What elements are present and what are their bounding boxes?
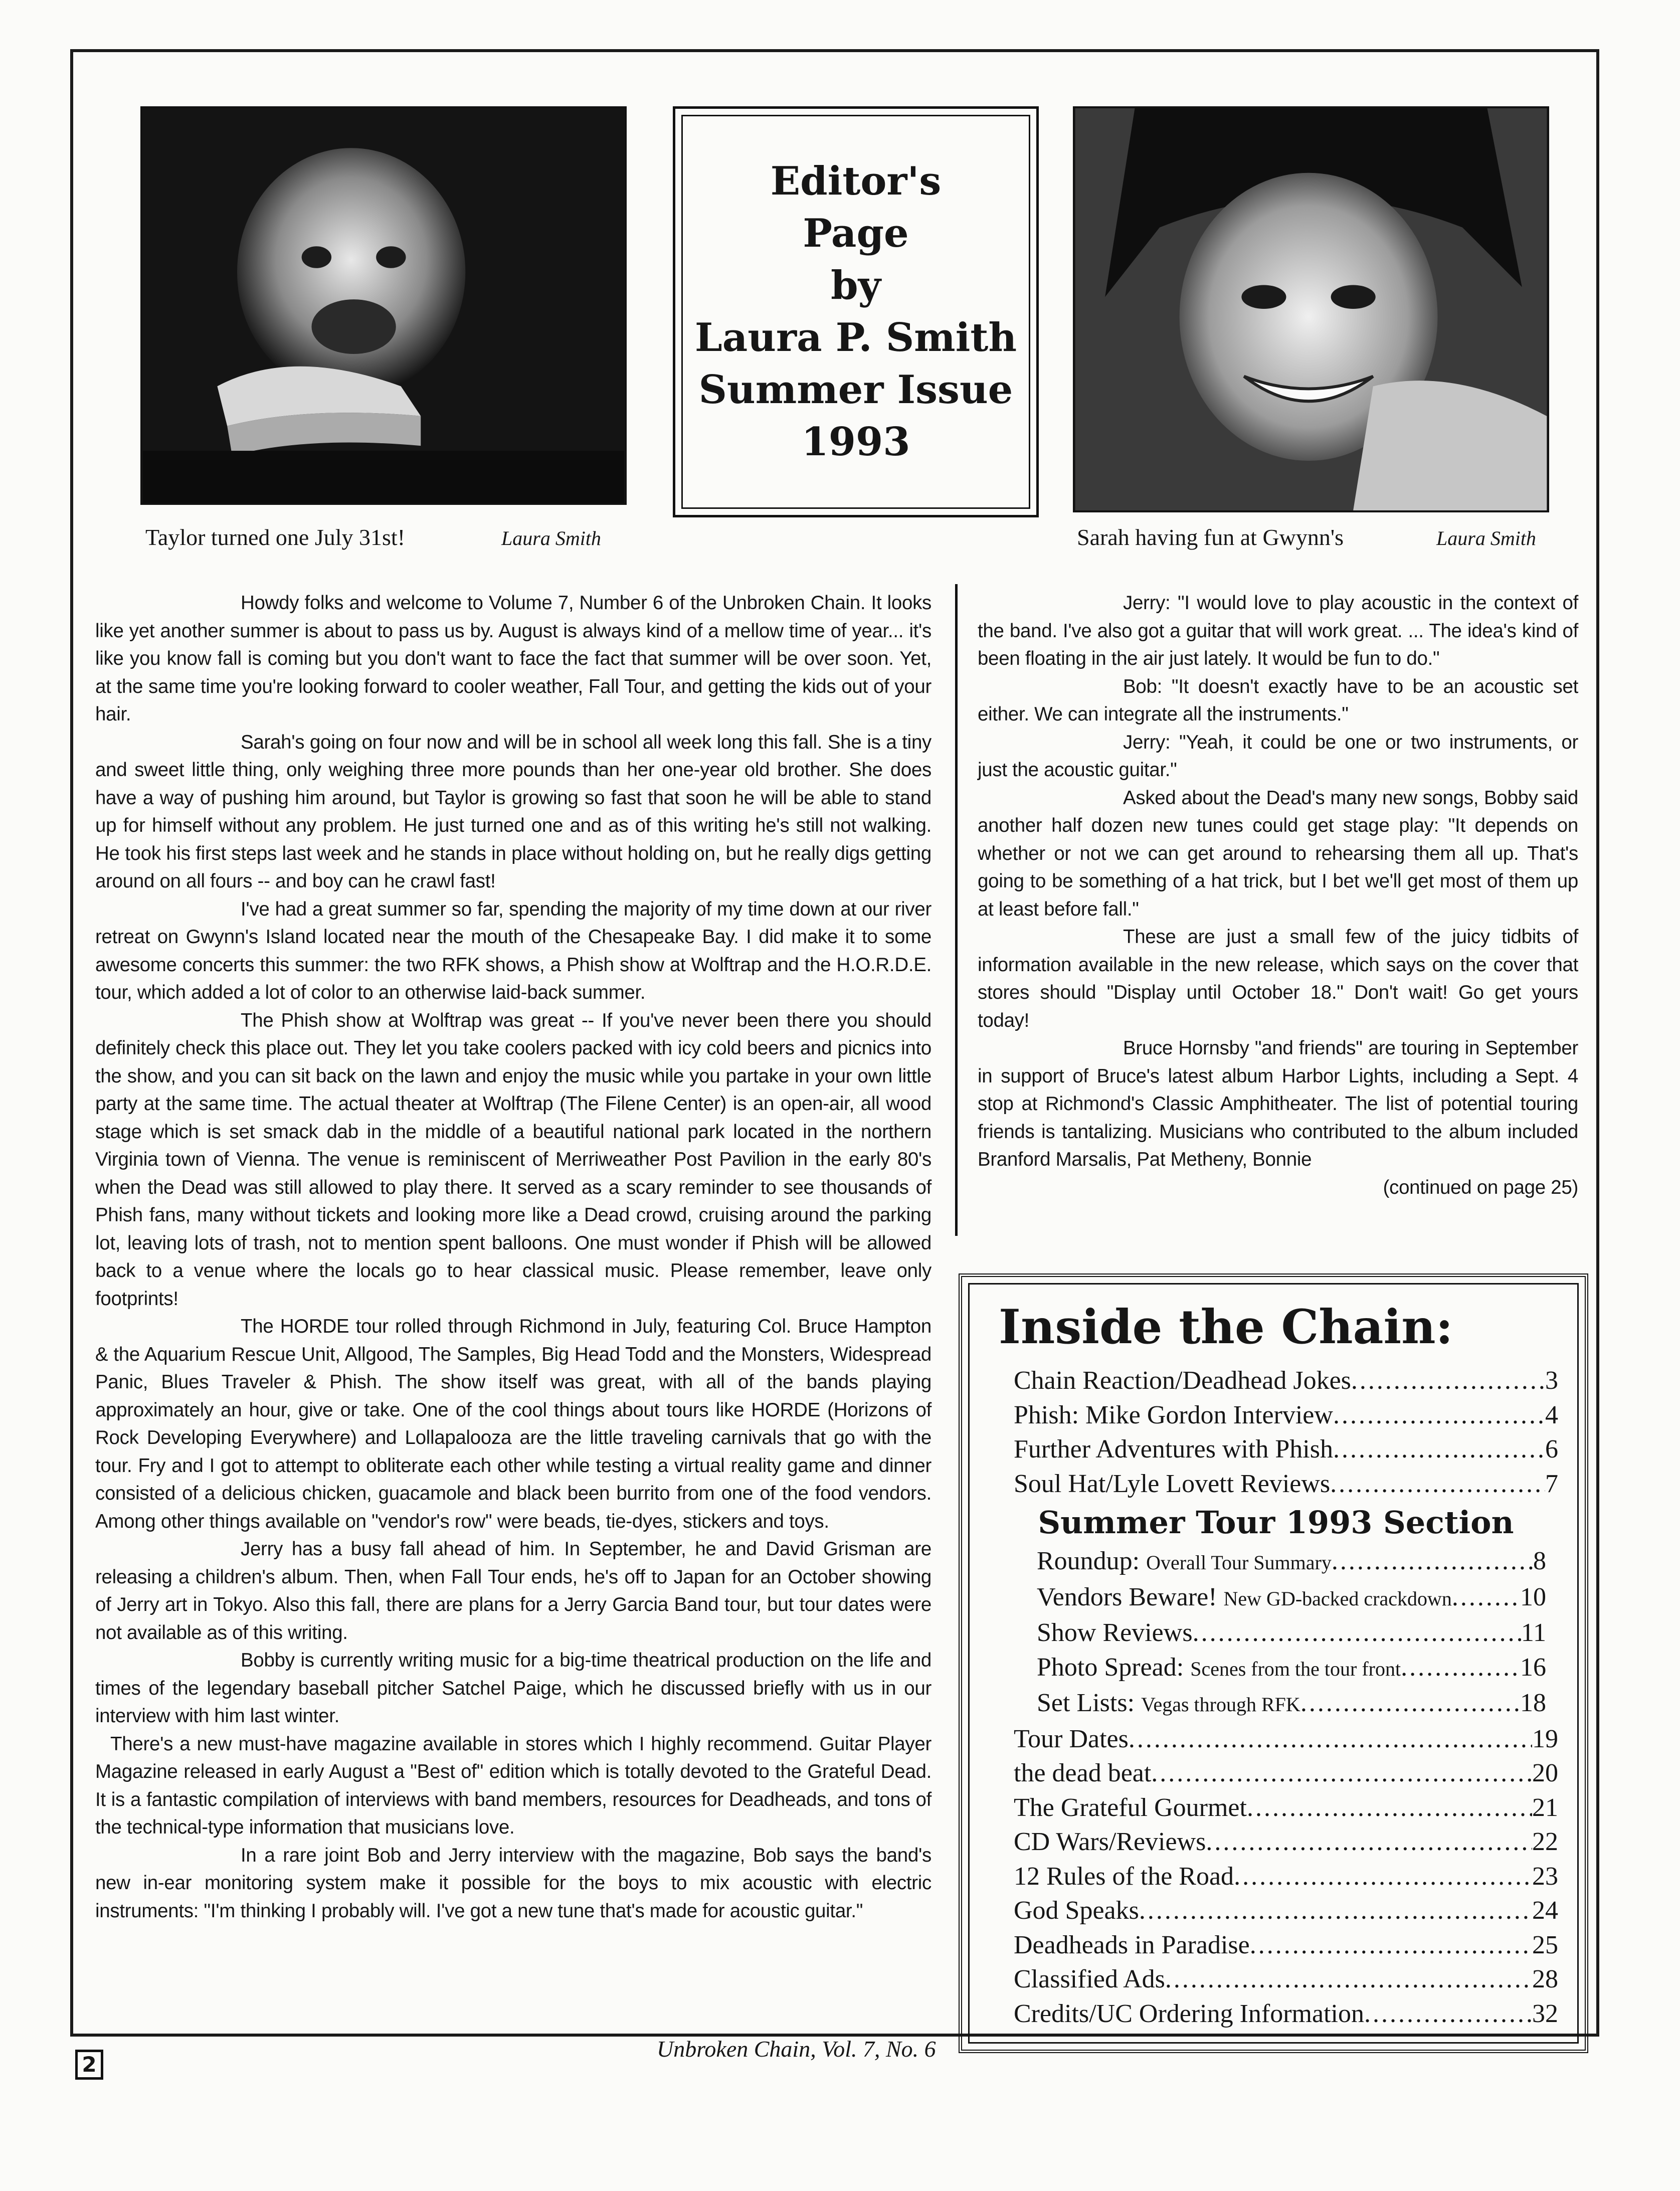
toc-item	[1014, 1894, 1558, 1928]
title-line: Laura P. Smith	[694, 315, 1017, 360]
article-paragraph: Bobby is currently writing music for a big-time theatrical production on the life and times of the legendary baseball pitcher Satchel Paige, which he discussed briefly with us in our interview with him last winter.	[95, 1650, 931, 1727]
footer-publication: Unbroken Chain, Vol. 7, No. 6	[657, 2036, 936, 2062]
toc-inner	[968, 1283, 1579, 2044]
toc-section-item	[1014, 1544, 1558, 1580]
article-paragraph: Howdy folks and welcome to Volume 7, Number 6 of the Unbroken Chain. It looks like yet another summer is about to pass us by. August is always kind of a mellow time of year... it's like you know fall is coming but you don't want to face the fact that summer will be over soon. Yet, at the same time you're looking forward to cooler weather, Fall Tour, and getting the kids out of your hair.	[95, 592, 931, 725]
toc-leader	[1234, 1860, 1532, 1894]
toc-leader	[1333, 1432, 1545, 1467]
toc-item-page: 3	[1545, 1366, 1558, 1395]
toc-item	[1014, 1432, 1558, 1467]
toc-item-page: 4	[1545, 1400, 1558, 1429]
photo-sarah	[1073, 106, 1549, 512]
toc-item-label: Credits/UC Ordering Information	[1014, 1999, 1364, 2028]
photo-taylor-credit: Laura Smith	[501, 527, 601, 550]
photo-sarah-caption: Sarah having fun at Gwynn's	[1077, 524, 1344, 550]
toc-leader	[1250, 1928, 1532, 1963]
toc-item-page: 21	[1532, 1793, 1558, 1822]
toc-leader	[1330, 1467, 1545, 1502]
toc-item-label: Deadheads in Paradise	[1014, 1930, 1250, 1959]
article-paragraph: Bob: "It doesn't exactly have to be an acoustic set either. We can integrate all the instruments."	[978, 675, 1578, 725]
article-paragraph: These are just a small few of the juicy tidbits of information available in the new release, which says on the cover that stores should "Display until October 18." Don't wait! Go get yours today!	[978, 926, 1578, 1031]
photo-taylor-caption: Taylor turned one July 31st!	[145, 524, 406, 550]
table-of-contents	[959, 1273, 1588, 2053]
title-line: 1993	[801, 419, 910, 465]
toc-leader	[1452, 1580, 1520, 1615]
column-divider	[955, 584, 958, 1236]
toc-item-label	[1037, 1616, 1193, 1651]
toc-item-label: CD Wars/Reviews	[1014, 1828, 1206, 1856]
title-line: Editor's	[770, 158, 942, 204]
toc-leader	[1247, 1791, 1532, 1825]
toc-item-label-sub: Overall Tour Summary	[1146, 1551, 1332, 1574]
article-paragraph: The HORDE tour rolled through Richmond in July, featuring Col. Bruce Hampton & the Aquarium Rescue Unit, Allgood, The Samples, Big Head Todd and the Monsters, Widespread Panic, Blues Traveler & Phish. The show itself was great, with all of the bands playing approximately an hour, give or take. One of the cool things about tours like HORDE (Horizons of Rock Developing Everywhere) and Lollapalooza are the little traveling carnivals that go with the tour. Fry and I got to attempt to obliterate each other while testing a virtual reality game and dinner consisted of a delicious chicken, guacamole and black been burrito from one of the food vendors. Among other things available on "vendor's row" were beads, tie-dyes, stickers and toys.	[95, 1316, 931, 1532]
toc-section-item	[1014, 1651, 1558, 1687]
article-paragraph: There's a new must-have magazine available in stores which I highly recommend. Guitar Player Magazine released in early August a "Best of" edition which is totally devoted to the Grateful Dead. It is a fantastic compilation of interviews with band members, resources for Deadheads, and tons of the technical-type information that musicians love.	[95, 1733, 931, 1838]
toc-item-label	[1037, 1544, 1332, 1580]
title-box-inner	[681, 115, 1030, 509]
article-paragraph: Jerry: "I would love to play acoustic in the context of the band. I've also got a guitar that will work great. ... The idea's kind of been floating in the air just lately. It would be fun to do."	[978, 592, 1578, 669]
toc-item	[1014, 1791, 1558, 1825]
toc-item	[1014, 1962, 1558, 1997]
toc-leader	[1364, 1997, 1532, 2032]
toc-item	[1014, 1825, 1558, 1860]
article-paragraph: Jerry: "Yeah, it could be one or two instruments, or just the acoustic guitar."	[978, 731, 1578, 781]
photo-sarah-image	[1075, 108, 1547, 510]
title-line: by	[831, 263, 881, 308]
toc-item-page: 7	[1545, 1469, 1558, 1498]
toc-item-label	[1037, 1580, 1452, 1616]
toc-item	[1014, 1860, 1558, 1894]
toc-item-label-main: Photo Spread:	[1037, 1653, 1184, 1682]
article-paragraph: The Phish show at Wolftrap was great -- If you've never been there you should definitely check this place out. They let you take coolers packed with icy cold beers and picnics into the show, and you can sit back on the lawn and enjoy the music while you partake in your own little party at the same time. The actual theater at Wolftrap (The Filene Center) is an open-air, all wood stage which is set smack dab in the middle of a beautiful national park located in the northern Virginia town of Vienna. The venue is reminiscent of Merriweather Post Pavilion in the early 80's when the Dead was still allowed to play there. It served as a scary reminder to see thousands of Phish fans, many without tickets and looking more like a Dead crowd, cruising around the parking lot, leaving lots of trash, not to mention spent balloons. One must wonder if Phish will be allowed back to a venue where the locals go to hear classical music. Please remember, leave only footprints!	[95, 1009, 931, 1310]
toc-item-label-main: Set Lists:	[1037, 1689, 1135, 1717]
toc-item	[1014, 1928, 1558, 1963]
toc-item-page: 32	[1532, 1999, 1558, 2028]
toc-item-label: The Grateful Gourmet	[1014, 1793, 1247, 1822]
title-line: Page	[803, 211, 909, 256]
toc-item-label: Tour Dates	[1014, 1724, 1129, 1753]
toc-item-page: 10	[1520, 1582, 1546, 1611]
toc-item-page: 24	[1532, 1896, 1558, 1925]
toc-section-item	[1014, 1580, 1558, 1616]
toc-item-page: 18	[1520, 1689, 1546, 1717]
toc-item-label: Further Adventures with Phish	[1014, 1435, 1333, 1464]
toc-item-page: 22	[1532, 1828, 1558, 1856]
toc-item-label: Classified Ads	[1014, 1965, 1165, 1993]
continued-note: (continued on page 25)	[1383, 1176, 1578, 1198]
toc-item-label	[1037, 1651, 1401, 1687]
toc-item-label-sub: New GD-backed crackdown	[1223, 1587, 1452, 1610]
toc-item	[1014, 1997, 1558, 2032]
article-paragraph: Jerry has a busy fall ahead of him. In September, he and David Grisman are releasing a children's album. Then, when Fall Tour ends, he's off to Japan for an October showing of Jerry art in Tokyo. Also this fall, there are plans for a Jerry Garcia Band tour, but tour dates were not available as of this writing.	[95, 1538, 931, 1644]
article-paragraph: Asked about the Dead's many new songs, Bobby said another half dozen new tunes could get stage play: "It depends on whether or not we can get around to rehearsing them all up. That's going to be something of a hat trick, but I bet we'll get most of them up at least before fall."	[978, 787, 1578, 920]
toc-item	[1014, 1467, 1558, 1502]
toc-item-page: 16	[1520, 1653, 1546, 1682]
toc-item-page: 19	[1532, 1724, 1558, 1753]
toc-item	[1014, 1364, 1558, 1398]
toc-item-page: 8	[1533, 1547, 1546, 1575]
article-left-column	[95, 589, 931, 1925]
toc-leader	[1300, 1686, 1520, 1721]
toc-item-page: 28	[1532, 1965, 1558, 1993]
toc-item-page: 20	[1532, 1759, 1558, 1787]
toc-item	[1014, 1722, 1558, 1757]
toc-item-label: the dead beat	[1014, 1759, 1152, 1787]
toc-item-label-sub: Scenes from the tour front	[1190, 1657, 1401, 1680]
toc-item-label-sub: Vegas through RFK	[1141, 1693, 1300, 1716]
toc-item-label: Chain Reaction/Deadhead Jokes	[1014, 1366, 1351, 1395]
toc-leader	[1193, 1616, 1521, 1651]
page-number: 2	[75, 2050, 103, 2080]
article-paragraph: I've had a great summer so far, spending the majority of my time down at our river retreat on Gwynn's Island located near the mouth of the Chesapeake Bay. I did make it to some awesome concerts this summer: the two RFK shows, a Phish show at Wolftrap and the H.O.R.D.E. tour, which added a lot of color to an otherwise laid-back summer.	[95, 898, 931, 1003]
toc-item-page: 23	[1532, 1862, 1558, 1891]
toc-leader	[1139, 1894, 1532, 1928]
toc-leader	[1165, 1962, 1532, 1997]
toc-leader	[1401, 1651, 1520, 1685]
toc-item-label: 12 Rules of the Road	[1014, 1862, 1234, 1891]
toc-leader	[1332, 1544, 1533, 1579]
toc-item	[1014, 1756, 1558, 1791]
toc-item	[1014, 1398, 1558, 1433]
toc-item-label-main: Roundup:	[1037, 1547, 1140, 1575]
article-right-column	[978, 589, 1578, 1201]
toc-leader	[1129, 1722, 1532, 1757]
toc-item-page: 6	[1545, 1435, 1558, 1464]
toc-section-title: Summer Tour 1993 Section	[1038, 1504, 1514, 1541]
editors-page-title-box	[673, 106, 1039, 517]
toc-item-page: 25	[1532, 1930, 1558, 1959]
toc-item-label: God Speaks	[1014, 1896, 1139, 1925]
photo-taylor	[140, 106, 627, 505]
article-paragraph: Sarah's going on four now and will be in school all week long this fall. She is a tiny and sweet little thing, only weighing three more pounds than her one-year old brother. She does have a way of pushing him around, but Taylor is growing so fast that soon he will be able to stand up for himself without any problem. He just turned one and as of this writing he's still not walking. He took his first steps last week and he stands in place without holding on, but he really digs getting around on all fours -- and boy can he crawl fast!	[95, 731, 931, 892]
photo-taylor-image	[142, 108, 625, 503]
toc-item-label-main: Show Reviews	[1037, 1618, 1193, 1647]
toc-section-item	[1014, 1616, 1558, 1651]
toc-item-label: Phish: Mike Gordon Interview	[1014, 1400, 1333, 1429]
toc-leader	[1151, 1756, 1532, 1791]
article-paragraph: In a rare joint Bob and Jerry interview with the magazine, Bob says the band's new in-ear monitoring system make it possible for the boys to mix acoustic with electric instruments: "I'm thinking I probably will. I've got a new tune that's made for acoustic guitar."	[95, 1844, 931, 1922]
toc-item-label-main: Vendors Beware!	[1037, 1582, 1217, 1611]
toc-leader	[1333, 1398, 1545, 1433]
article-paragraph: Bruce Hornsby "and friends" are touring in September in support of Bruce's latest album Harbor Lights, including a Sept. 4 stop at Richmond's Classic Amphitheater. The list of potential touring friends is tantalizing. Musicians who contributed to the album included Branford Marsalis, Pat Metheny, Bonnie	[978, 1037, 1578, 1170]
title-line: Summer Issue	[698, 367, 1013, 413]
photo-sarah-credit: Laura Smith	[1436, 527, 1536, 550]
toc-section-item	[1014, 1686, 1558, 1722]
toc-title: Inside the Chain:	[999, 1300, 1453, 1355]
toc-item-label	[1037, 1686, 1300, 1722]
toc-leader	[1351, 1364, 1545, 1398]
toc-item-label: Soul Hat/Lyle Lovett Reviews	[1014, 1469, 1331, 1498]
toc-item-page: 11	[1521, 1618, 1546, 1647]
toc-leader	[1206, 1825, 1532, 1860]
